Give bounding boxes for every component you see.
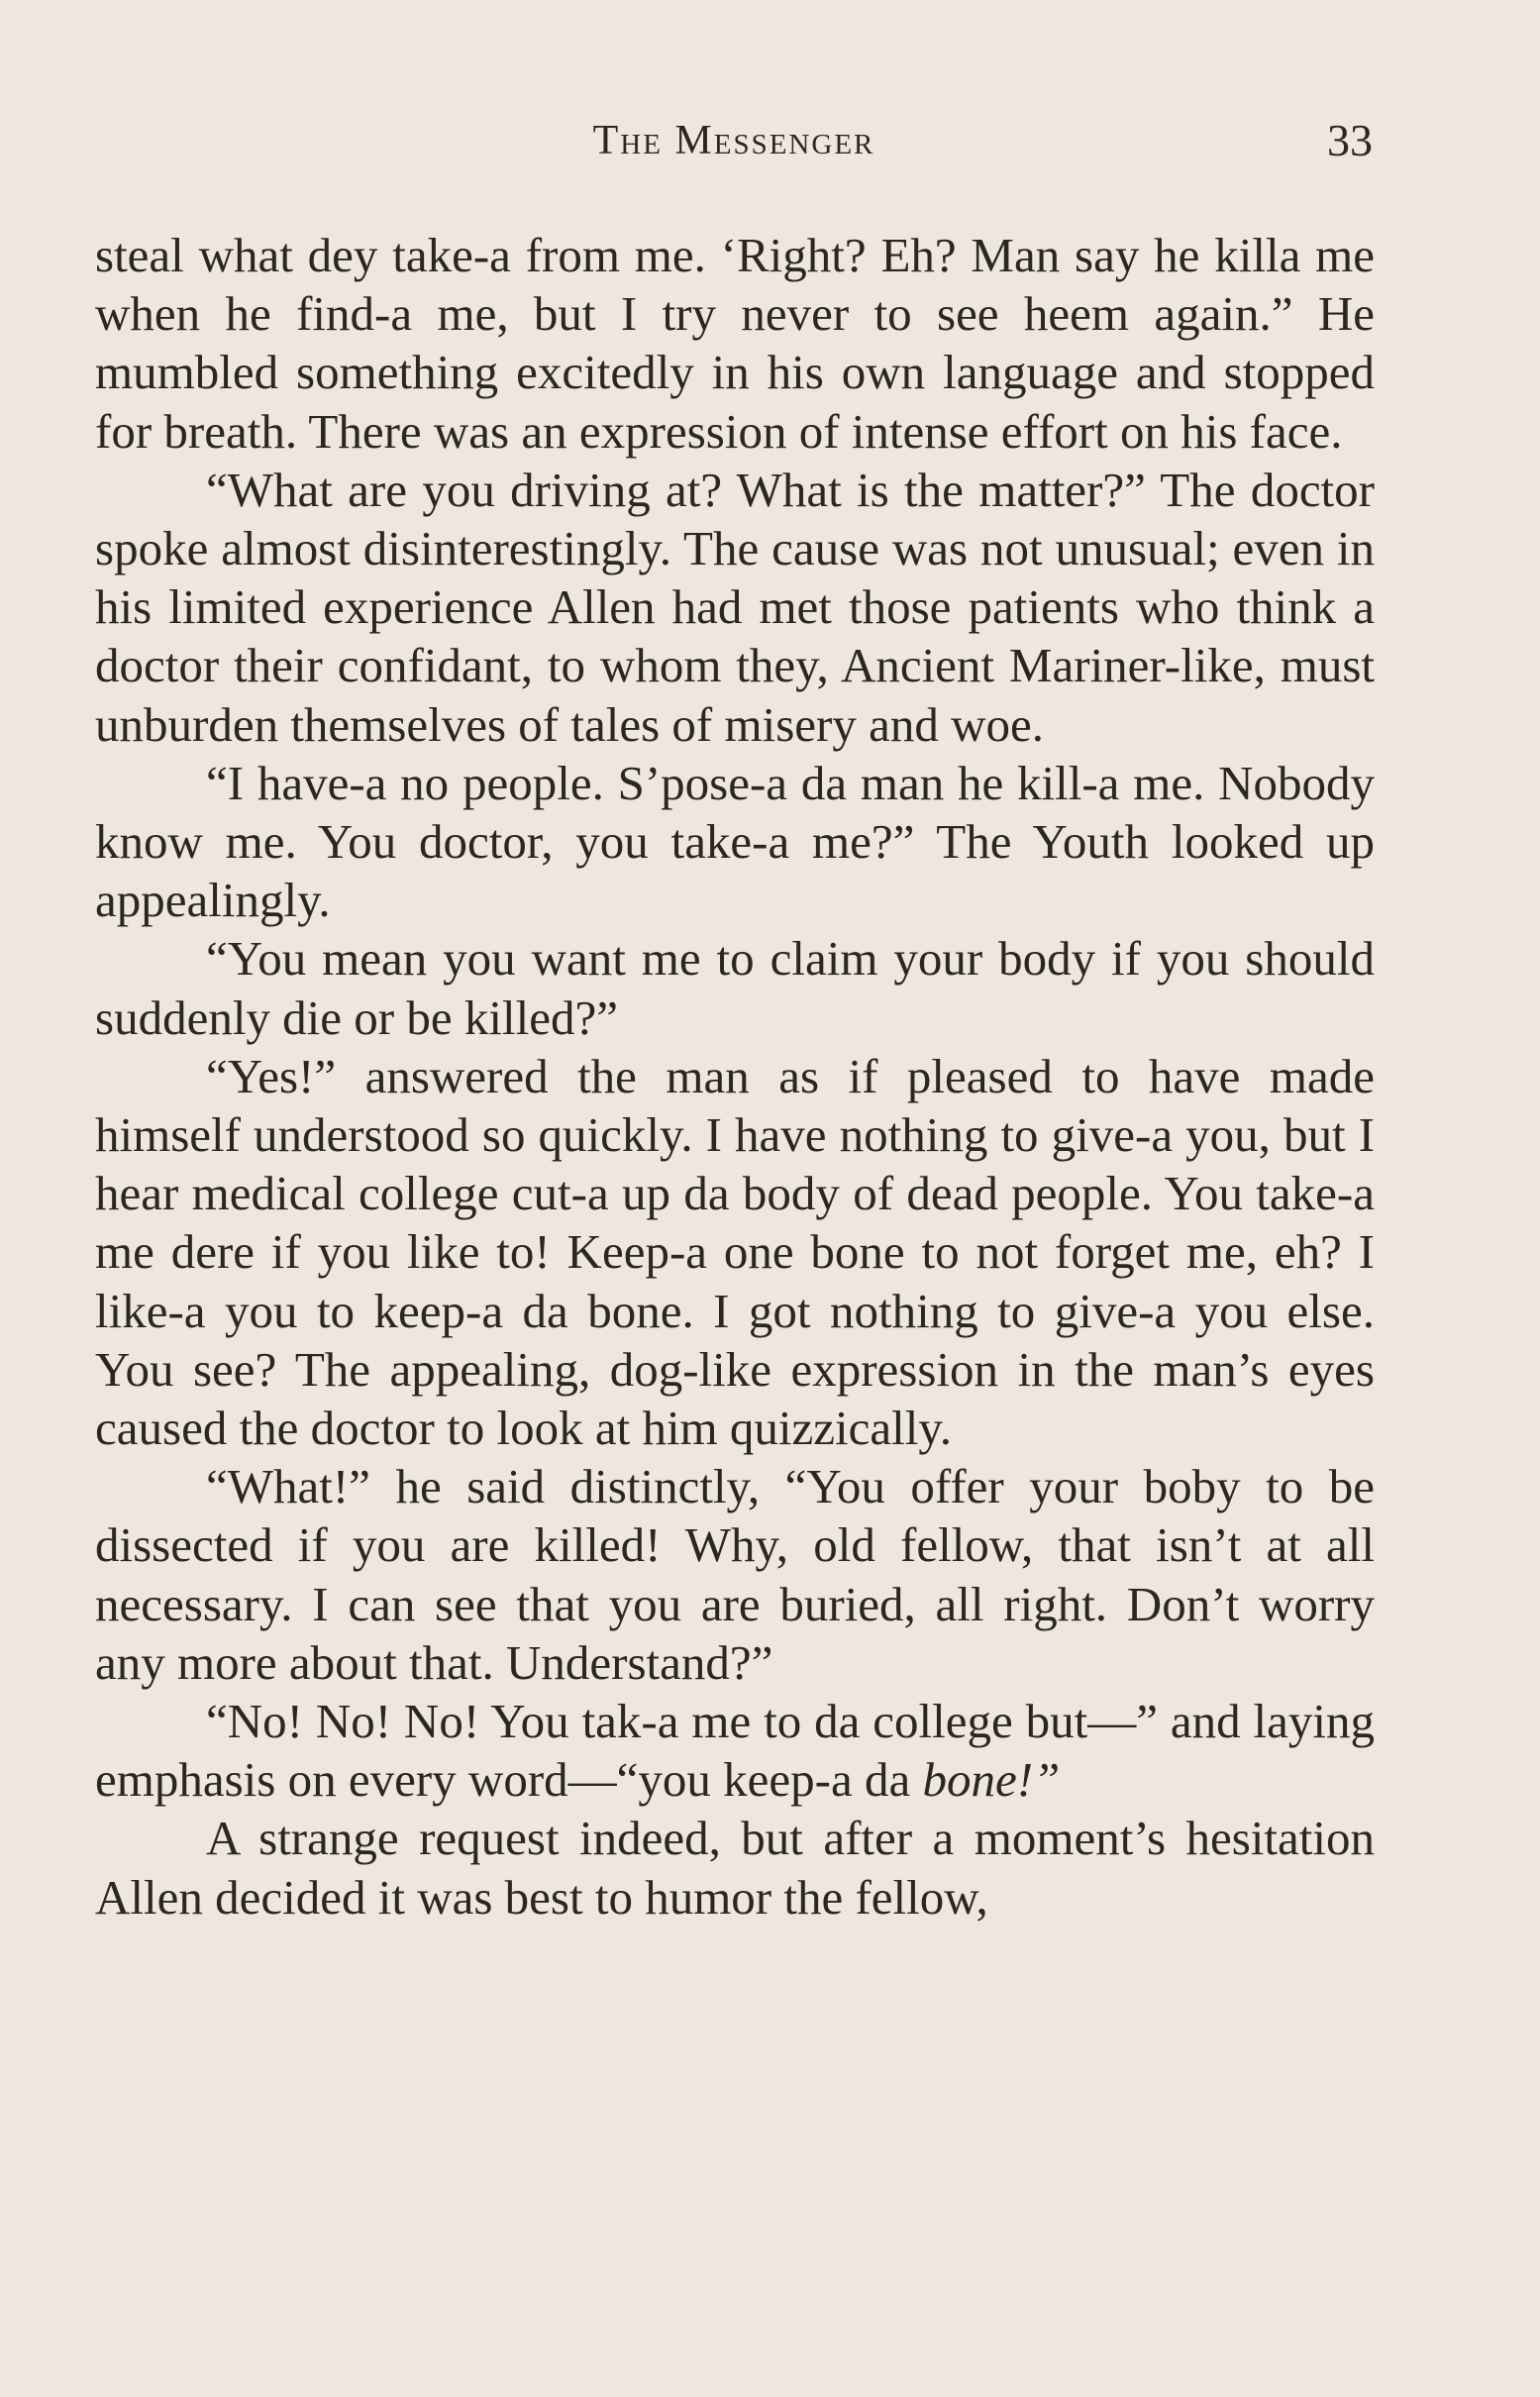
paragraph-6: “What!” he said distinctly, “You offer your boby to be dissected if you are killed! Why, old fellow, that isn’t at all necessary. I can see that you are buried, all right. Don’t worry any more about that. Understand?” <box>95 1459 1375 1690</box>
paragraph-7-italic: bone!” <box>922 1752 1061 1808</box>
body-text <box>95 226 1375 1927</box>
paragraph-3: “I have-a no people. S’pose-a da man he kill-a me. Nobody know me. You doctor, you take-a me?” The Youth looked up appealingly. <box>95 755 1375 928</box>
paragraph-7 <box>95 1692 1375 1809</box>
page-number: 33 <box>1327 115 1373 165</box>
paragraph-7-main: “No! No! No! You tak-a me to da college but—” and laying emphasis on every word—“you keep-a da <box>95 1694 1375 1808</box>
paragraph-1: steal what dey take-a from me. ‘Right? Eh? Man say he killa me when he find-a me, but I try never to see heem again.” He mumbled something excitedly in his own language and stopped for breath. There was an expression of intense effort on his face. <box>95 228 1375 459</box>
paragraph-5: “Yes!” answered the man as if pleased to have made himself understood so quickly. I have nothing to give-a you, but I hear medical college cut-a up da body of dead people. You take-a me dere if you like to! Keep-a one bone to not forget me, eh? I like-a you to keep-a da bone. I got nothing to give-a you else. You see? The appealing, dog-like expression in the man’s eyes caused the doctor to look at him quizzically. <box>95 1048 1375 1456</box>
page-header <box>95 111 1373 170</box>
paragraph-2: “What are you driving at? What is the matter?” The doctor spoke almost disinterestingly. The cause was not unusual; even in his limited experience Allen had met those patients who think a doctor their confidant, to whom they, Ancient Mariner-like, must unburden themselves of tales of misery and woe. <box>95 462 1375 752</box>
paragraph-8: A strange request indeed, but after a moment’s hesitation Allen decided it was best to humor the fellow, <box>95 1811 1375 1925</box>
running-head: The Messenger <box>592 118 875 163</box>
paragraph-4: “You mean you want me to claim your body if you should suddenly die or be killed?” <box>95 931 1375 1045</box>
